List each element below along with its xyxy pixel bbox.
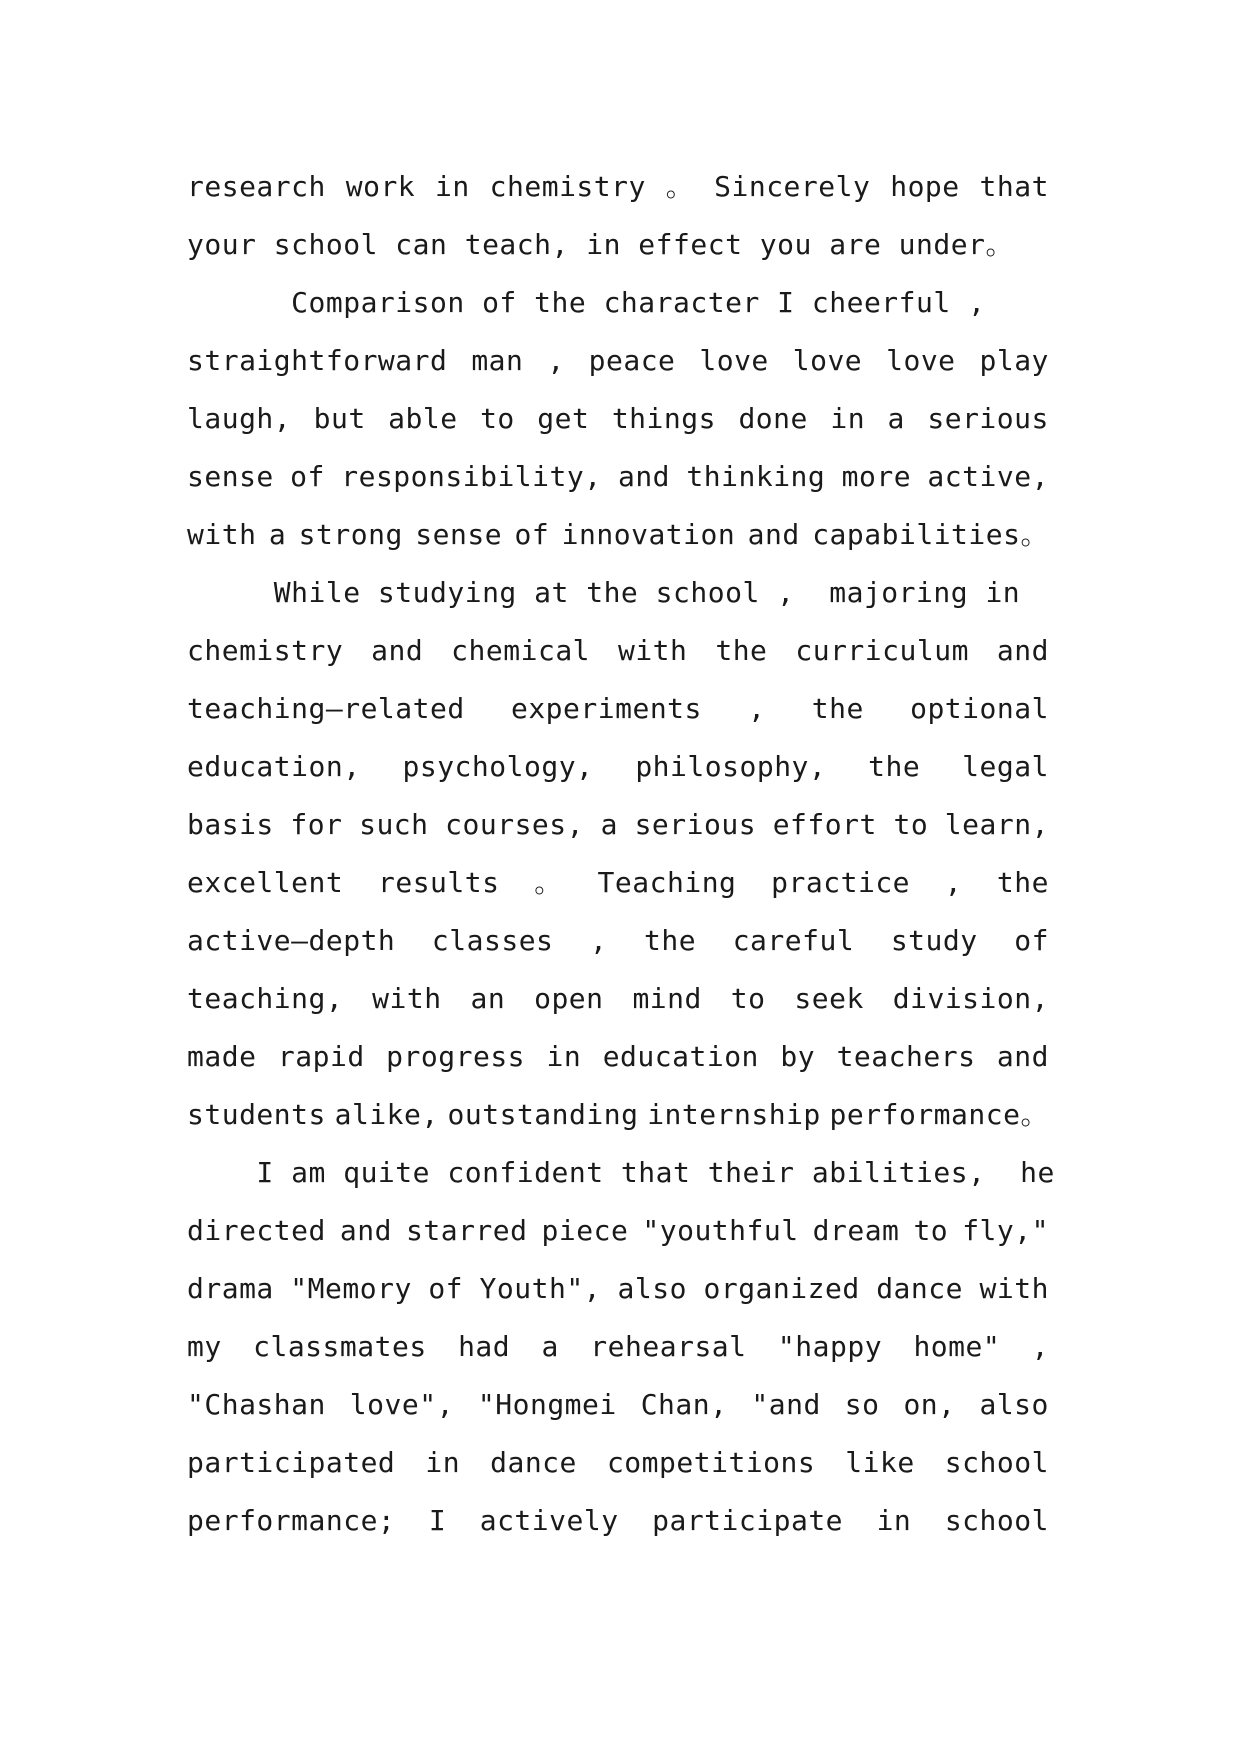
word: dance [876, 1272, 963, 1305]
word: on, [903, 1388, 956, 1421]
word: man [471, 344, 524, 377]
word: peace [588, 344, 676, 377]
word: with [372, 982, 442, 1015]
line-text: your school can teach, in effect you are under。 [187, 228, 1014, 261]
word: alike, [334, 1098, 439, 1131]
line-text: While studying at the school , majoring in [187, 576, 1021, 609]
word: open [534, 982, 604, 1015]
word: school [944, 1446, 1049, 1479]
word: "happy [777, 1330, 883, 1363]
word: had [458, 1330, 511, 1363]
word: organized [703, 1272, 860, 1305]
word: with [979, 1272, 1049, 1305]
justified-line [187, 1202, 1049, 1260]
word: in [435, 170, 470, 203]
word: internship [647, 1098, 821, 1131]
word: philosophy, [635, 750, 827, 783]
word: progress [386, 1040, 526, 1073]
word: love [886, 344, 956, 377]
word: actively [479, 1504, 619, 1537]
text-line [187, 158, 1067, 216]
word: starred [406, 1214, 528, 1247]
word: but [313, 402, 366, 435]
word: division, [892, 982, 1049, 1015]
justified-line [187, 390, 1049, 448]
word: made [187, 1040, 257, 1073]
word: fly," [962, 1214, 1049, 1247]
word: in [425, 1446, 461, 1479]
word: careful [732, 924, 855, 957]
word: rehearsal [590, 1330, 747, 1363]
justified-line [187, 1376, 1049, 1434]
word: courses, [445, 808, 584, 841]
word: rapid [277, 1040, 365, 1073]
justified-line [187, 1318, 1049, 1376]
word: legal [962, 750, 1049, 783]
word: education [602, 1040, 759, 1073]
word: Chan, [640, 1388, 728, 1421]
word: classes [431, 924, 554, 957]
word: research [187, 170, 326, 203]
word: 。 [534, 866, 563, 899]
justified-line [187, 680, 1049, 738]
word: strong [298, 518, 403, 551]
text-line [187, 622, 1067, 680]
word: hope [890, 170, 960, 203]
word: directed [187, 1214, 326, 1247]
word: play [979, 344, 1049, 377]
word: participate [652, 1504, 844, 1537]
word: an [470, 982, 506, 1015]
justified-line [187, 1434, 1049, 1492]
word: "Chashan [187, 1388, 326, 1421]
word: so [844, 1388, 880, 1421]
word: performance。 [829, 1098, 1049, 1131]
word: basis [187, 808, 274, 841]
word: effort [772, 808, 877, 841]
word: things [611, 402, 716, 435]
word: with [187, 518, 257, 551]
justified-line [187, 1028, 1049, 1086]
word: teaching, [187, 982, 344, 1015]
word: "youthful [642, 1214, 799, 1247]
word: students [187, 1098, 326, 1131]
word: also [617, 1272, 687, 1305]
word: thinking [686, 460, 826, 493]
word: love", [349, 1388, 454, 1421]
word: straightforward [187, 344, 448, 377]
word: laugh, [187, 402, 292, 435]
word: the [868, 750, 921, 783]
word: of [1014, 924, 1049, 957]
word: I [428, 1504, 447, 1537]
document-body [187, 158, 1067, 1550]
word: , [944, 866, 963, 899]
word: the [811, 692, 864, 725]
word: and [617, 460, 671, 493]
word: and [996, 1040, 1049, 1073]
text-line [187, 332, 1067, 390]
word: practice [771, 866, 911, 899]
justified-line [187, 796, 1049, 854]
justified-line [187, 158, 1049, 216]
line-text: Comparison of the character I cheerful , [187, 286, 986, 319]
word: with [617, 634, 688, 667]
word: curriculum [795, 634, 969, 667]
word: my [187, 1330, 222, 1363]
word: the [715, 634, 768, 667]
word: and [371, 634, 424, 667]
word: learn, [944, 808, 1049, 841]
word: active, [927, 460, 1049, 493]
word: performance; [187, 1504, 396, 1537]
word: "Memory [290, 1272, 412, 1305]
word: serious [927, 402, 1049, 435]
word: 。 [665, 170, 695, 203]
text-line [187, 1376, 1067, 1434]
word: dance [490, 1446, 577, 1479]
word: chemical [451, 634, 591, 667]
word: piece [541, 1214, 629, 1247]
word: "and [751, 1388, 821, 1421]
word: participated [187, 1446, 396, 1479]
justified-line [187, 738, 1049, 796]
word: the [996, 866, 1049, 899]
text-line [187, 448, 1067, 506]
word: such [359, 808, 429, 841]
word: teachers [836, 1040, 976, 1073]
word: to [913, 1214, 949, 1247]
justified-line [187, 1260, 1049, 1318]
word: Youth", [479, 1272, 602, 1305]
word: and [996, 634, 1049, 667]
word: , [748, 692, 766, 725]
word: school [944, 1504, 1049, 1537]
word: a [268, 518, 287, 551]
word: that [979, 170, 1049, 203]
justified-line [187, 854, 1049, 912]
text-line [187, 564, 1067, 622]
word: for [290, 808, 343, 841]
word: active—depth [187, 924, 396, 957]
word: done [738, 402, 808, 435]
word: the [644, 924, 697, 957]
word: competitions [606, 1446, 816, 1479]
word: of [290, 460, 325, 493]
word: "Hongmei [477, 1388, 617, 1421]
word: seek [794, 982, 864, 1015]
word: by [780, 1040, 816, 1073]
word: love [699, 344, 769, 377]
text-line [187, 1318, 1067, 1376]
word: mind [632, 982, 702, 1015]
text-line [187, 854, 1067, 912]
justified-line [187, 622, 1049, 680]
text-line [187, 1086, 1067, 1144]
word: teaching—related [187, 692, 465, 725]
text-line [187, 390, 1067, 448]
text-line [187, 1028, 1067, 1086]
text-line [187, 506, 1067, 564]
word: , [1031, 1330, 1049, 1363]
word: Sincerely [714, 170, 871, 203]
word: able [388, 402, 458, 435]
word: sense [187, 460, 274, 493]
word: love [792, 344, 863, 377]
line-text: I am quite confident that their abilities, he [187, 1156, 1055, 1189]
text-line [187, 274, 1067, 332]
word: in [830, 402, 866, 435]
justified-line [187, 506, 1049, 564]
word: capabilities。 [812, 518, 1049, 551]
word: get [537, 402, 590, 435]
text-line [187, 738, 1067, 796]
justified-line [187, 912, 1049, 970]
word: a [541, 1330, 559, 1363]
word: chemistry [489, 170, 646, 203]
word: responsibility, [341, 460, 602, 493]
word: excellent [187, 866, 344, 899]
text-line [187, 1434, 1067, 1492]
word: innovation [561, 518, 736, 551]
justified-line [187, 970, 1049, 1028]
word: a [887, 402, 905, 435]
word: classmates [253, 1330, 427, 1363]
word: sense [415, 518, 503, 551]
word: serious [634, 808, 757, 841]
word: and [747, 518, 800, 551]
word: , [590, 924, 608, 957]
text-line [187, 1144, 1067, 1202]
word: optional [910, 692, 1049, 725]
word: in [546, 1040, 582, 1073]
word: psychology, [402, 750, 594, 783]
word: chemistry [187, 634, 344, 667]
word: education, [187, 750, 361, 783]
word: of [428, 1272, 464, 1305]
text-line [187, 912, 1067, 970]
word: drama [187, 1272, 274, 1305]
word: home" [913, 1330, 1001, 1363]
word: a [600, 808, 618, 841]
word: to [893, 808, 929, 841]
word: in [876, 1504, 912, 1537]
justified-line [187, 448, 1049, 506]
word: of [514, 518, 550, 551]
word: Teaching [597, 866, 737, 899]
word: also [979, 1388, 1049, 1421]
word: experiments [510, 692, 702, 725]
justified-line [187, 332, 1049, 390]
word: like [845, 1446, 915, 1479]
word: to [730, 982, 766, 1015]
word: , [547, 344, 565, 377]
word: outstanding [447, 1098, 639, 1131]
text-line [187, 1492, 1067, 1550]
justified-line [187, 1086, 1049, 1144]
text-line [187, 680, 1067, 738]
text-line [187, 1202, 1067, 1260]
word: study [890, 924, 978, 957]
word: more [841, 460, 912, 493]
word: and [339, 1214, 392, 1247]
justified-line [187, 1492, 1049, 1550]
text-line [187, 216, 1067, 274]
text-line [187, 1260, 1067, 1318]
text-line [187, 796, 1067, 854]
word: to [480, 402, 515, 435]
text-line [187, 970, 1067, 1028]
word: results [377, 866, 500, 899]
word: dream [812, 1214, 900, 1247]
word: work [345, 170, 416, 203]
